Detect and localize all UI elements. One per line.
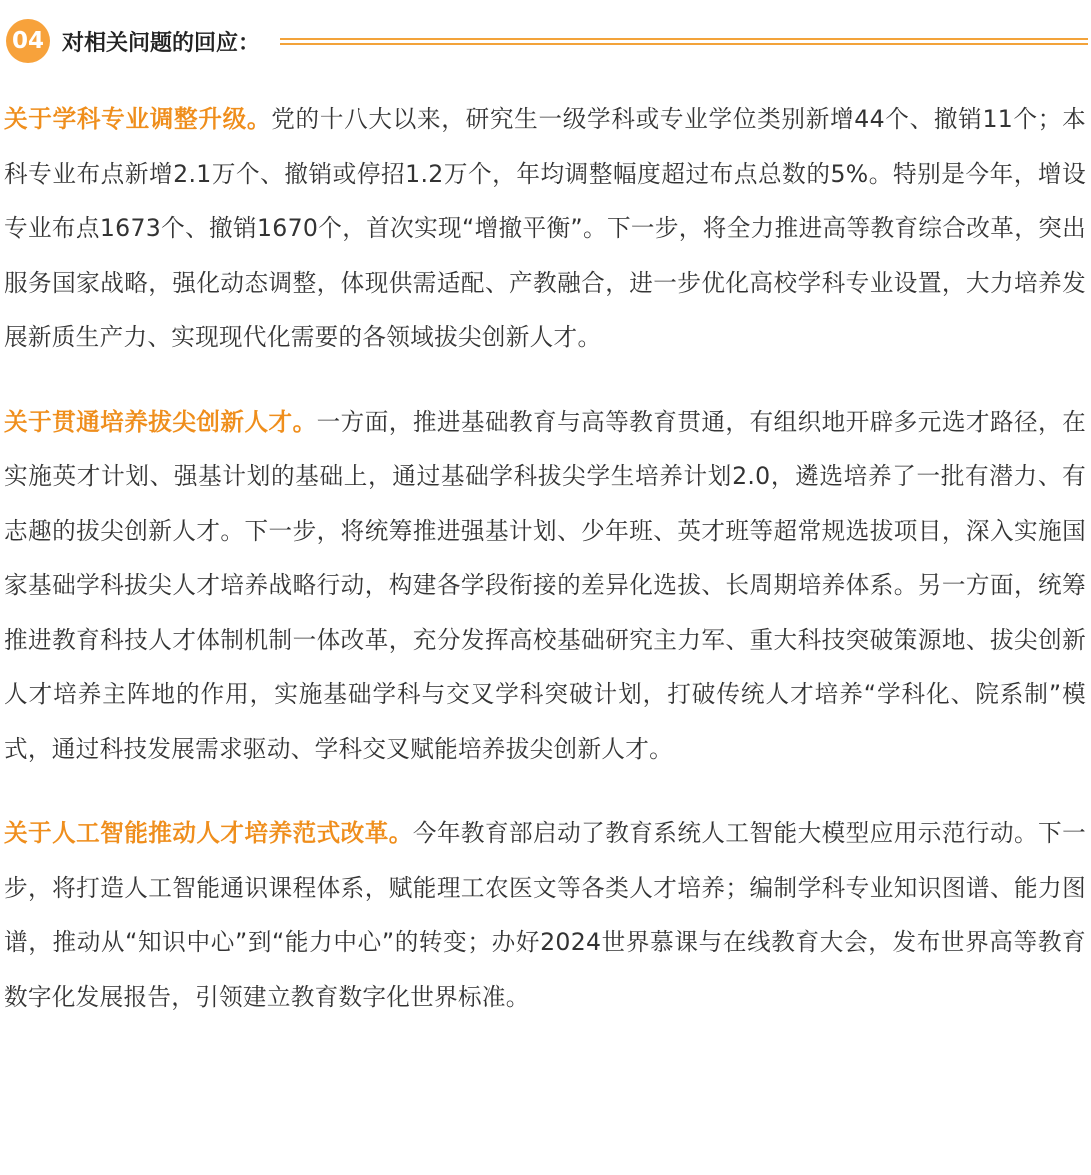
paragraph-lead: 关于贯通培养拔尖创新人才。	[4, 407, 317, 436]
title-divider-line	[280, 38, 1088, 45]
paragraph-text: 今年教育部启动了教育系统人工智能大模型应用示范行动。下一步，将打造人工智能通识课程体系，赋能理工农医文等各类人才培养；编制学科专业知识图谱、能力图谱，推动从“知识中心”到“能力中心”的转变；办好2024世界慕课与在线教育大会，发布世界高等教育数字化发展报告，引领建立教育数字化世界标准。	[4, 819, 1086, 1011]
paragraph-ai-reform	[4, 806, 1086, 1024]
paragraph-lead: 关于学科专业调整升级。	[4, 105, 272, 133]
paragraph-text: 一方面，推进基础教育与高等教育贯通，有组织地开辟多元选才路径，在实施英才计划、强基计划的基础上，通过基础学科拔尖学生培养计划2.0，遴选培养了一批有潜力、有志趣的拔尖创新人才。下一步，将统筹推进强基计划、少年班、英才班等超常规选拔项目，深入实施国家基础学科拔尖人才培养战略行动，构建各学段衔接的差异化选拔、长周期培养体系。另一方面，统筹推进教育科技人才体制机制一体改革，充分发挥高校基础研究主力军、重大科技突破策源地、拔尖创新人才培养主阵地的作用，实施基础学科与交叉学科突破计划，打破传统人才培养“学科化、院系制”模式，通过科技发展需求驱动、学科交叉赋能培养拔尖创新人才。	[4, 407, 1086, 763]
section-number-badge: 04	[6, 19, 50, 63]
article-body	[4, 92, 1086, 1054]
section-title: 对相关问题的回应：	[62, 30, 261, 56]
paragraph-lead: 关于人工智能推动人才培养范式改革。	[4, 819, 413, 847]
paragraph-text: 党的十八大以来，研究生一级学科或专业学位类别新增44个、撤销11个；本科专业布点新增2.1万个、撤销或停招1.2万个，年均调整幅度超过布点总数的5%。特别是今年，增设专业布点1673个、撤销1670个，首次实现“增撤平衡”。下一步，将全力推进高等教育综合改革，突出服务国家战略，强化动态调整，体现供需适配、产教融合，进一步优化高校学科专业设置，大力培养发展新质生产力、实现现代化需要的各领域拔尖创新人才。	[4, 105, 1086, 351]
paragraph-talent-cultivation	[4, 395, 1086, 777]
section-header	[6, 20, 1088, 62]
paragraph-discipline-adjustment	[4, 92, 1086, 365]
